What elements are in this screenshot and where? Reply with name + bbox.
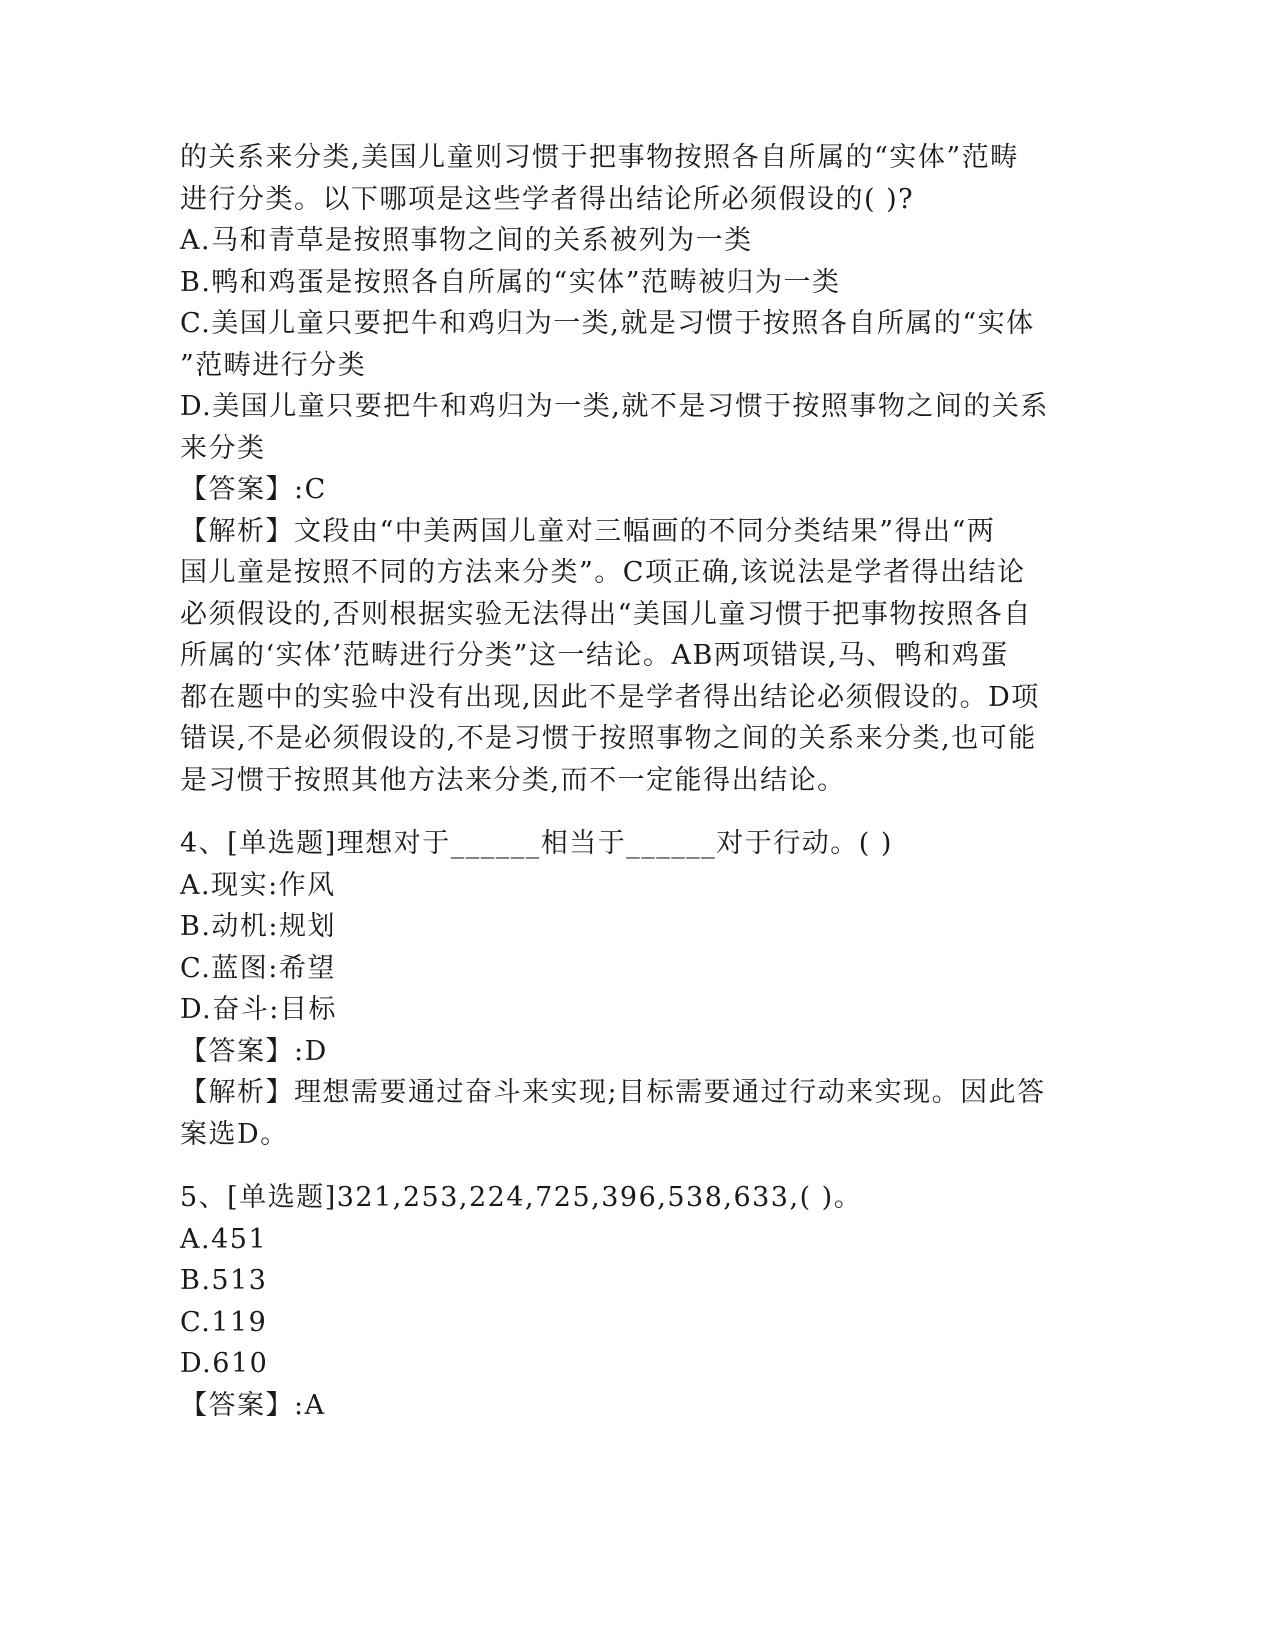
- question-stem-line: 的关系来分类,美国儿童则习惯于把事物按照各自所属的“实体”范畴: [180, 142, 1019, 173]
- analysis-line: 都在题中的实验中没有出现,因此不是学者得出结论必须假设的。D项: [180, 681, 1040, 713]
- option-c-line: C.美国儿童只要把牛和鸡归为一类,就是习惯于按照各自所属的“实体: [180, 308, 1035, 339]
- answer: 【答案】:D: [180, 1035, 328, 1067]
- option-c-line: ”范畴进行分类: [180, 349, 367, 381]
- option-c: C.蓝图:希望: [180, 952, 336, 984]
- document-page: [180, 137, 1049, 1426]
- analysis-line: 案选D。: [180, 1118, 289, 1150]
- question-3: [180, 137, 1049, 801]
- question-5: [180, 1177, 1040, 1426]
- question-stem: 5、[单选题]321,253,224,725,396,538,633,( )。: [180, 1182, 863, 1213]
- option-b: B.鸭和鸡蛋是按照各自所属的“实体”范畴被归为一类: [180, 266, 841, 298]
- analysis-line: 国儿童是按照不同的方法来分类”。C项正确,该说法是学者得出结论: [180, 557, 1026, 588]
- analysis-line: 是习惯于按照其他方法来分类,而不一定能得出结论。: [180, 764, 846, 796]
- question-4: [180, 823, 1046, 1155]
- question-gap: [180, 801, 1040, 823]
- analysis-line: 【解析】文段由“中美两国儿童对三幅画的不同分类结果”得出“两: [180, 515, 996, 547]
- option-c: C.119: [180, 1306, 268, 1338]
- option-d-line: D.美国儿童只要把牛和鸡归为一类,就不是习惯于按照事物之间的关系: [180, 391, 1049, 422]
- option-a: A.马和青草是按照事物之间的关系被列为一类: [180, 225, 753, 256]
- answer: 【答案】:A: [180, 1389, 326, 1421]
- question-stem-line: 进行分类。以下哪项是这些学者得出结论所必须假设的( )?: [180, 183, 915, 215]
- option-d-line: 来分类: [180, 432, 266, 464]
- option-a: A.现实:作风: [180, 869, 336, 901]
- option-d: D.奋斗:目标: [180, 994, 337, 1025]
- analysis-line: 必须假设的,否则根据实验无法得出“美国儿童习惯于把事物按照各自: [180, 598, 1032, 630]
- option-a: A.451: [180, 1223, 268, 1255]
- question-stem: 4、[单选题]理想对于______相当于______对于行动。( ): [180, 828, 893, 859]
- analysis-line: 【解析】理想需要通过奋斗来实现;目标需要通过行动来实现。因此答: [180, 1077, 1046, 1108]
- analysis-line: 所属的‘实体’范畴进行分类”这一结论。AB两项错误,马、鸭和鸡蛋: [180, 640, 1009, 671]
- question-gap: [180, 1155, 1040, 1177]
- analysis-line: 错误,不是必须假设的,不是习惯于按照事物之间的关系来分类,也可能: [180, 723, 1037, 754]
- option-b: B.513: [180, 1265, 268, 1296]
- option-d: D.610: [180, 1348, 269, 1379]
- option-b: B.动机:规划: [180, 911, 337, 942]
- answer: 【答案】:C: [180, 474, 327, 505]
